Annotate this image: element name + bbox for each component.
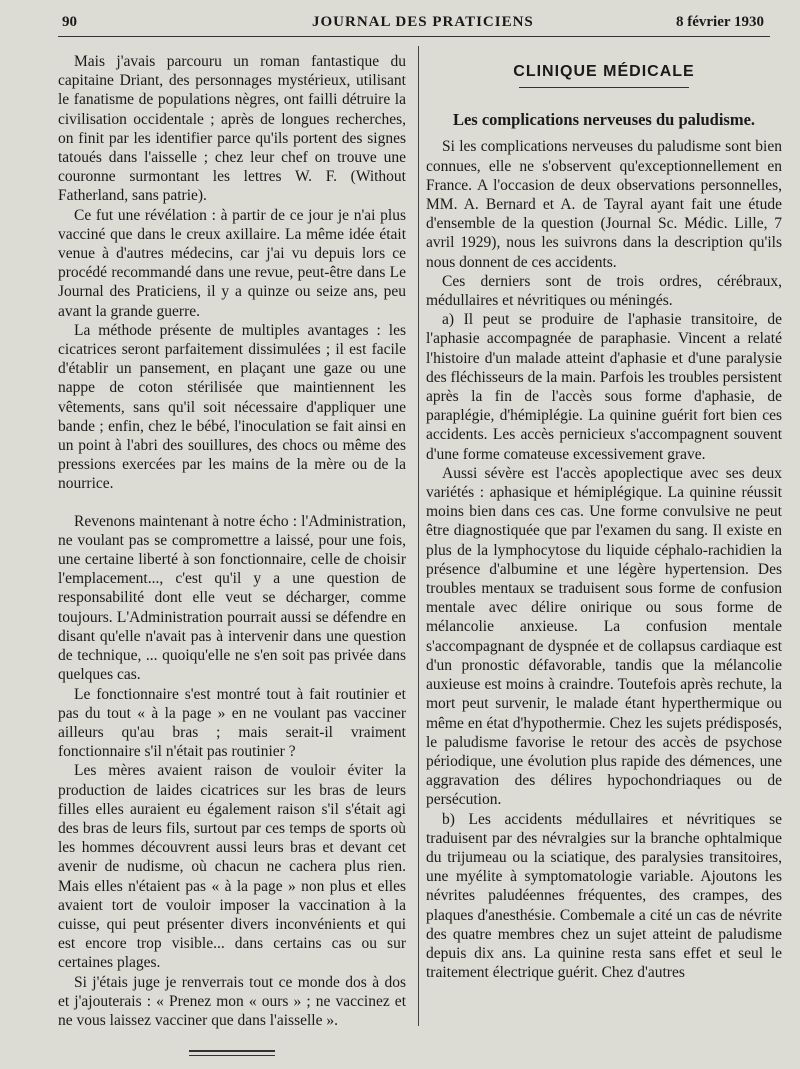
paragraph: Ce fut une révélation : à partir de ce jour je n'ai plus vacciné que dans le creux axillaire. La même idée était venue à d'autres médecins, car j'ai vu depuis lors ce procédé recommandé dans une revue, peut-être dans Le Journal des Praticiens, il y a quinze ou seize ans, peu avant la grande guerre. — [58, 206, 406, 320]
article-end-rule — [189, 1050, 275, 1056]
paragraph: Si j'étais juge je renverrais tout ce monde dos à dos et j'ajouterais : « Prenez mon « ours » ; ne vaccinez et ne vous laissez vacciner que dans l'aisselle ». — [58, 973, 406, 1029]
page-number: 90 — [62, 14, 77, 30]
page-header — [62, 14, 764, 36]
paragraph: Mais j'avais parcouru un roman fantastique du capitaine Driant, des personnages mystérieux, utilisant le fanatisme de populations nègres, ont failli détruire la civilisation occidentale ; après de longues recherches, on finit par les identifier parce qu'ils portent des signes tatoués dans l'aisselle ; chez leur chef on trouve une couronne surmontant les lettres W. F. (Without Fatherland, sans patrie). — [58, 53, 406, 205]
left-column — [58, 52, 406, 1056]
header-rule — [58, 36, 770, 37]
column-divider — [418, 46, 419, 1026]
paragraph: a) Il peut se produire de l'aphasie transitoire, de l'aphasie accompagnée de paraphasie. Vincent a relaté l'histoire d'un malade atteint d'aphasie et d'une paralysie des fléchisseurs de la main. Parfois les troubles persistent après la fin de l'accès sous forme d'aphasie, de paraplégie, d'hémiplégie. La quinine guérit fort bien ces accidents. Les accès pernicieux s'accompagnent souvent d'une forme comateuse excessivement grave. — [426, 311, 782, 463]
paragraph-gap — [58, 494, 406, 512]
paragraph: Les mères avaient raison de vouloir éviter la production de laides cicatrices sur les bras de leurs filles elles auraient eu également raison s'il s'était agi des bras de leurs fils, surtout par ces temps de sports où les hommes découvrent aussi leurs bras et devant cet avenir de nudisme, où chacun ne cachera plus rien. Mais elles n'étaient pas « à la page » non plus et elles avaient tort de vouloir imposer la vaccination à la cuisse, qui peut présenter divers inconvénients et qui est encore trop visible... dans certains cas ou sur certaines plages. — [58, 762, 406, 972]
paragraph: La méthode présente de multiples avantages : les cicatrices seront parfaitement dissimulées ; il est facile d'établir un pansement, en plaçant une gaze ou une nappe de coton stérilisée que maintiennent les vêtements, sans qu'il soit nécessaire d'appliquer une bande ; enfin, chez le bébé, l'inoculation se fait ainsi en un point à l'abri des souillures, des chocs ou même des pressions exercées par les mains de la mère ou de la nourrice. — [58, 321, 406, 493]
paragraph: Ces derniers sont de trois ordres, cérébraux, médullaires et névritiques ou méningés. — [426, 272, 782, 310]
section-title: CLINIQUE MÉDICALE — [513, 63, 695, 80]
article-title: Les complications nerveuses du paludisme. — [452, 110, 756, 130]
issue-date: 8 février 1930 — [675, 14, 764, 30]
paragraph: Si les complications nerveuses du paludisme sont bien connues, elle ne s'observent qu'exceptionnellement en France. A l'occasion de deux observations personnelles, MM. A. Bernard et A. de Tayral ayant fait une étude d'ensemble de la question (Journal Sc. Médic. Lille, 7 avril 1929), nous les suivrons dans la description qu'ils nous donnent de ces accidents. — [426, 138, 782, 271]
paragraph: Le fonctionnaire s'est montré tout à fait routinier et pas du tout « à la page » en ne voulant pas vacciner ailleurs qu'au bras ; mais serait-il vraiment fonctionnaire s'il n'était pas routinier ? — [58, 685, 406, 761]
paragraph: Revenons maintenant à notre écho : l'Administration, ne voulant pas se compromettre a laissé, pour une fois, une certaine liberté à son fonctionnaire, celle de choisir l'emplacement..., c'est qu'il y a une question de responsabilité dont elle veut se décharger, comme toujours. L'Administration pourrait aussi se défendre en disant qu'elle n'avait pas à intervenir dans une question de technique, ... quoiqu'elle ne s'en soit pas privée dans quelques cas. — [58, 512, 406, 684]
paragraph: b) Les accidents médullaires et névritiques se traduisent par des névralgies sur la branche ophtalmique du trijumeau ou la sciatique, des paralysies transitoires, une myélite à symptomatologie variable. Ajoutons les névrites paludéennes fréquentes, des crampes, des plaques d'anesthésie. Combemale a cité un cas de névrite des quatre membres chez un sujet atteint de paludisme depuis dix ans. La quinine resta sans effet et seul le traitement électrique guérit. Chez d'autres — [426, 810, 782, 982]
paragraph: Aussi sévère est l'accès apoplectique avec ses deux variétés : aphasique et hémiplégique. La quinine réussit moins bien dans ces cas. Une forme convulsive ne peut être diagnostiquée que par l'examen du sang. Il existe en plus de la lymphocytose du liquide céphalo-rachidien la présence d'albumine et une légère hypertension. Des troubles mentaux se traduisent sous forme de confusion mentale avec délire onirique ou sous forme de mélancolie anxieuse. La confusion mentale s'accompagnant de dyspnée et de collapsus cardiaque est d'un pronostic défavorable, tandis que la mélancolie auxieuse est moins à craindre. Toutefois après rechute, la mort peut survenir, le malade étant hyperthermique ou même en état d'hypothermie. Chez les sujets prédisposés, le paludisme favorise le retour des accès de psychose périodique, une évolution plus rapide des démences, une aggravation des délires hypochondriaques ou de persécution. — [426, 464, 782, 809]
right-column — [426, 52, 782, 982]
journal-title: JOURNAL DES PRATICIENS — [312, 14, 534, 30]
section-underline — [519, 87, 689, 88]
